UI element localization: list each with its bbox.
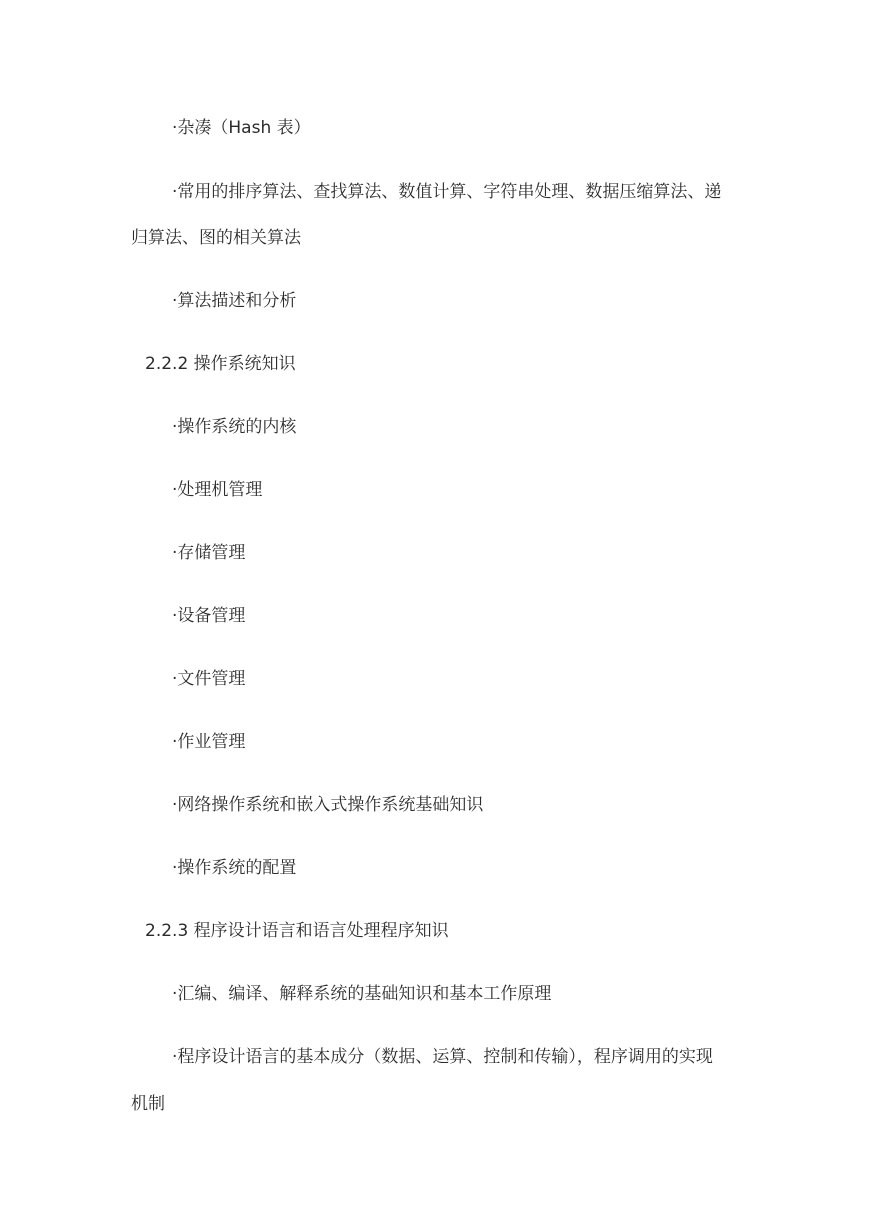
list-item-file-management: ·文件管理 bbox=[172, 669, 246, 689]
list-item-os-kernel: ·操作系统的内核 bbox=[172, 417, 297, 437]
list-item-common-algorithms: ·常用的排序算法、查找算法、数值计算、字符串处理、数据压缩算法、递 bbox=[172, 182, 722, 202]
list-item-algorithm-analysis: ·算法描述和分析 bbox=[172, 291, 297, 311]
section-heading-programming-languages: 2.2.3 程序设计语言和语言处理程序知识 bbox=[145, 921, 449, 941]
list-item-hash-table: ·杂凑（Hash 表） bbox=[172, 118, 311, 138]
list-item-device-management: ·设备管理 bbox=[172, 606, 246, 626]
list-item-processor-management: ·处理机管理 bbox=[172, 480, 263, 500]
list-item-network-embedded-os: ·网络操作系统和嵌入式操作系统基础知识 bbox=[172, 795, 484, 815]
list-item-storage-management: ·存储管理 bbox=[172, 543, 246, 563]
list-item-common-algorithms-continued: 归算法、图的相关算法 bbox=[131, 228, 301, 248]
list-item-language-components: ·程序设计语言的基本成分（数据、运算、控制和传输），程序调用的实现 bbox=[172, 1047, 713, 1067]
list-item-language-components-continued: 机制 bbox=[131, 1094, 165, 1114]
list-item-job-management: ·作业管理 bbox=[172, 732, 246, 752]
section-heading-os-knowledge: 2.2.2 操作系统知识 bbox=[145, 354, 296, 374]
list-item-os-configuration: ·操作系统的配置 bbox=[172, 858, 297, 878]
list-item-assembler-compiler-interpreter: ·汇编、编译、解释系统的基础知识和基本工作原理 bbox=[172, 984, 552, 1004]
